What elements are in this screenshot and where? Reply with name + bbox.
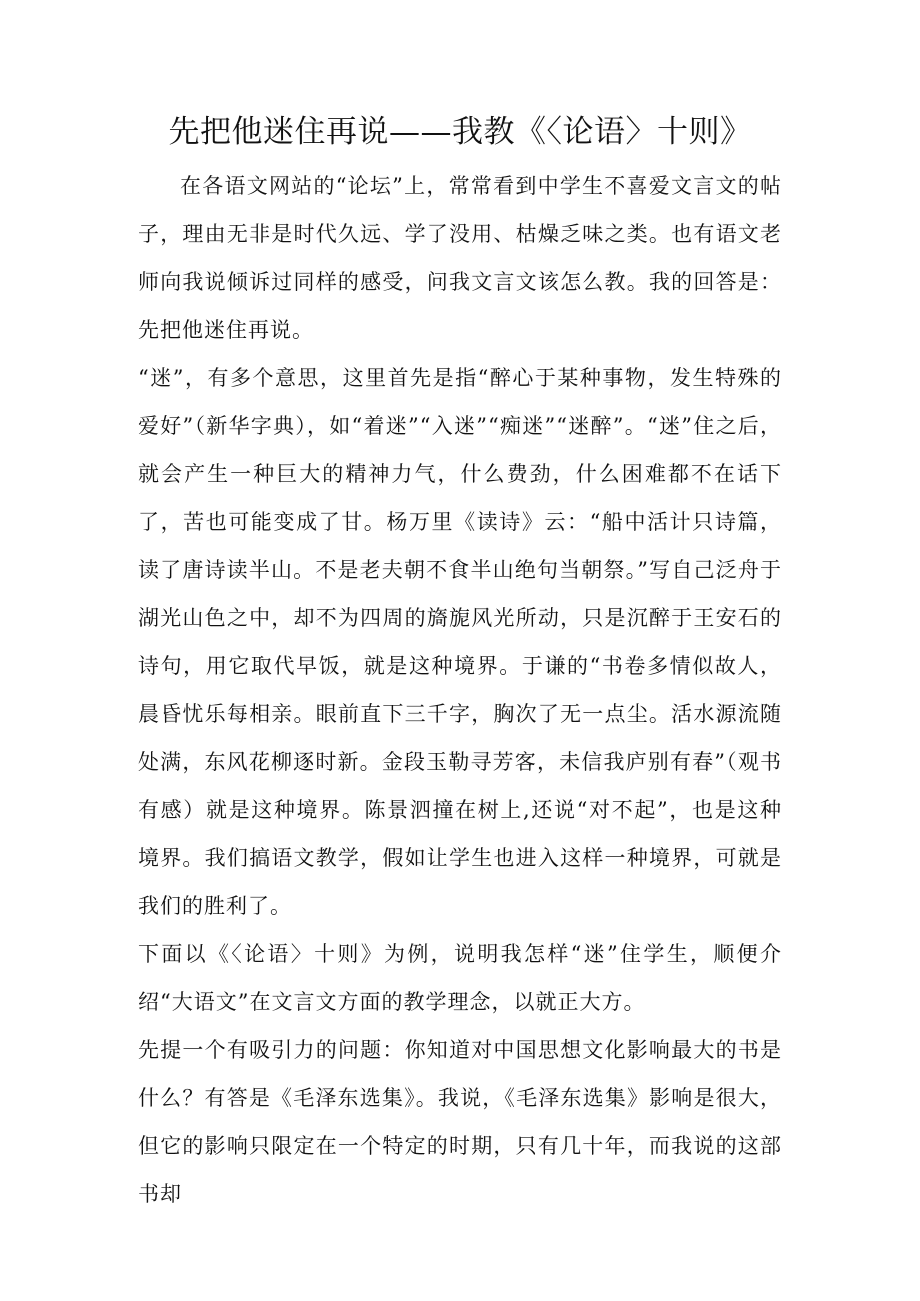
- paragraph-question: 先提一个有吸引力的问题：你知道对中国思想文化影响最大的书是什么？有答是《毛泽东选集》。我说，《毛泽东选集》影响是很大，但它的影响只限定在一个特定的时期，只有几十年，而我说的这部书却: [138, 1038, 782, 1206]
- paragraph-example-intro: 下面以《〈论语〉十则》为例，说明我怎样“迷”住学生，顺便介绍“大语文”在文言文方面的教学理念，以就正大方。: [138, 942, 782, 1014]
- document-title: 先把他迷住再说——我教《〈论语〉十则》: [168, 114, 752, 150]
- paragraph-intro: 在各语文网站的“论坛”上，常常看到中学生不喜爱文言文的帖子，理由无非是时代久远、学了没用、枯燥乏味之类。也有语文老师向我说倾诉过同样的感受，问我文言文该怎么教。我的回答是：先把他迷住再说。: [138, 174, 782, 342]
- paragraph-mi-meaning: “迷”，有多个意思，这里首先是指“醉心于某种事物，发生特殊的爱好”（新华字典），如“着迷”“入迷”“痴迷”“迷醉”。“迷”住之后，就会产生一种巨大的精神力气，什么费劲，什么困难都不在话下了，苦也可能变成了甘。杨万里《读诗》云：“船中活计只诗篇，读了唐诗读半山。不是老夫朝不食半山绝句当朝祭。”写自己泛舟于湖光山色之中，却不为四周的旖旎风光所动，只是沉醉于王安石的诗句，用它取代早饭，就是这种境界。于谦的“书卷多情似故人，晨昏忧乐每相亲。眼前直下三千字，胸次了无一点尘。活水源流随处满，东风花柳逐时新。金段玉勒寻芳客，未信我庐别有春”（观书有感）就是这种境界。陈景泗撞在树上,还说“对不起”，也是这种境界。我们搞语文教学，假如让学生也进入这样一种境界，可就是我们的胜利了。: [138, 366, 782, 918]
